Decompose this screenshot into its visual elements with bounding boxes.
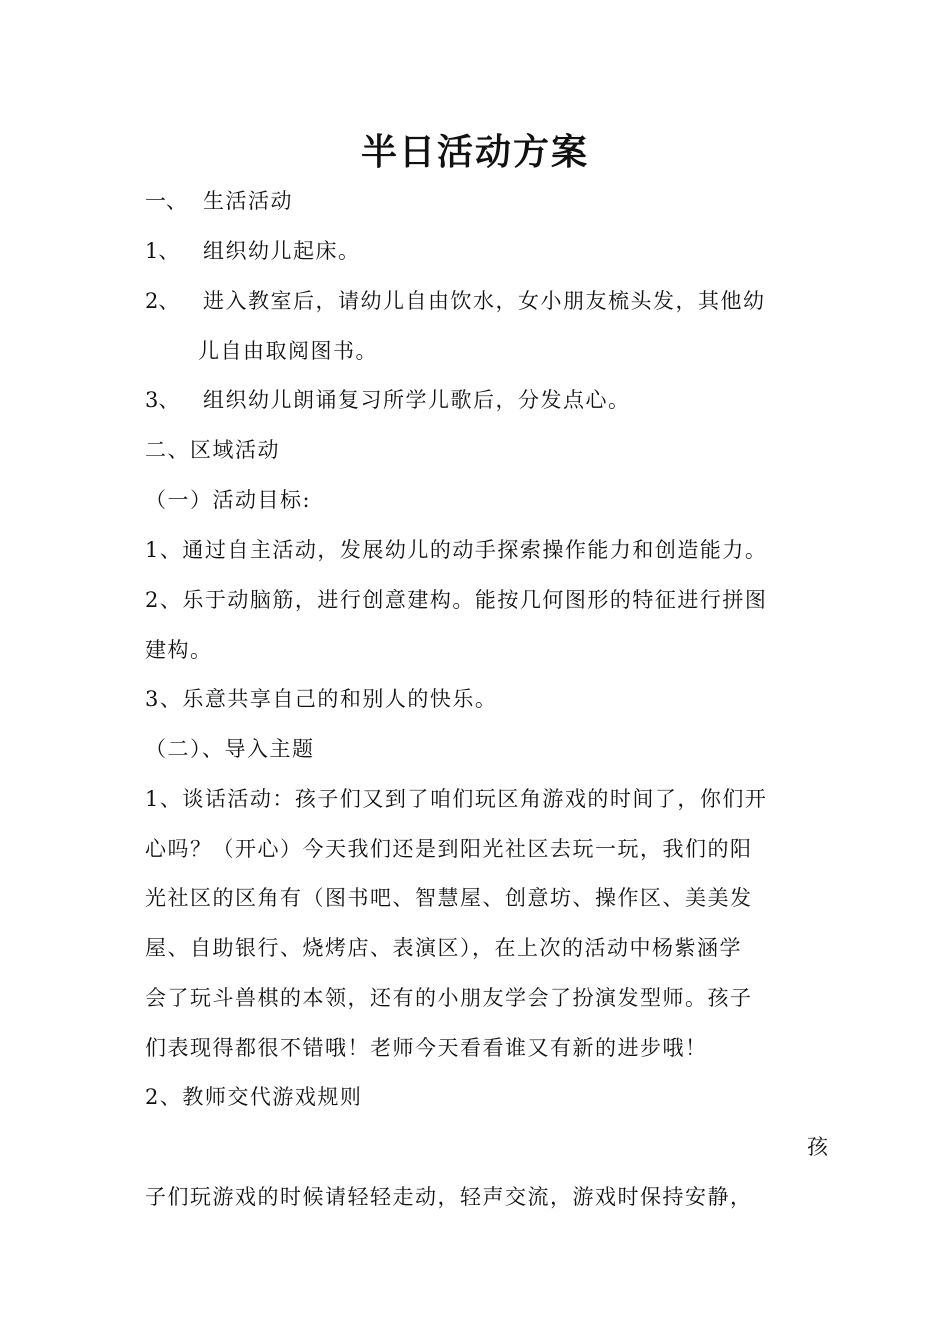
goal-2: 2、乐于动脑筋，进行创意建构。能按几何图形的特征进行拼图 [145, 588, 768, 612]
item2-text: 进入教室后，请幼儿自由饮水，女小朋友梳头发，其他幼 [203, 289, 766, 313]
goal-1: 1、通过自主活动，发展幼儿的动手探索操作能力和创造能力。 [145, 538, 768, 562]
item3-text: 组织幼儿朗诵复习所学儿歌后，分发点心。 [203, 388, 631, 412]
talk-line-6: 们表现得都很不错哦！老师今天看看谁又有新的进步哦！ [145, 1036, 708, 1060]
subheading-intro: （二）、导入主题 [145, 737, 315, 761]
document-title: 半日活动方案 [360, 131, 589, 173]
item1-text: 组织幼儿起床。 [203, 239, 361, 263]
item2-number: 2、 [145, 289, 180, 313]
rules-lead-char: 孩 [807, 1135, 830, 1159]
subheading-goals: （一）活动目标: [145, 488, 312, 512]
goal-3: 3、乐意共享自己的和别人的快乐。 [145, 687, 498, 711]
talk-line-4: 屋、自助银行、烧烤店、表演区），在上次的活动中杨紫涵学 [145, 936, 742, 960]
talk-line-2: 心吗？（开心）今天我们还是到阳光社区去玩一玩，我们的阳 [145, 837, 753, 861]
talk-line-3: 光社区的区角有（图书吧、智慧屋、创意坊、操作区、美美发 [145, 886, 753, 910]
section1-number: 一、 [145, 189, 187, 213]
talk-line-5: 会了玩斗兽棋的本领，还有的小朋友学会了扮演发型师。孩子 [145, 986, 753, 1010]
section2-heading: 二、区域活动 [145, 438, 280, 462]
goal-2-continuation: 建构。 [145, 638, 213, 662]
rules-line: 子们玩游戏的时候请轻轻走动，轻声交流，游戏时保持安静， [145, 1185, 753, 1209]
rules-heading: 2、教师交代游戏规则 [145, 1085, 363, 1109]
item1-number: 1、 [145, 239, 180, 263]
talk-line-1: 1、谈话活动：孩子们又到了咱们玩区角游戏的时间了，你们开 [145, 787, 768, 811]
section1-heading: 生活活动 [203, 189, 293, 213]
item3-number: 3、 [145, 388, 180, 412]
item2-continuation: 儿自由取阅图书。 [198, 339, 378, 363]
